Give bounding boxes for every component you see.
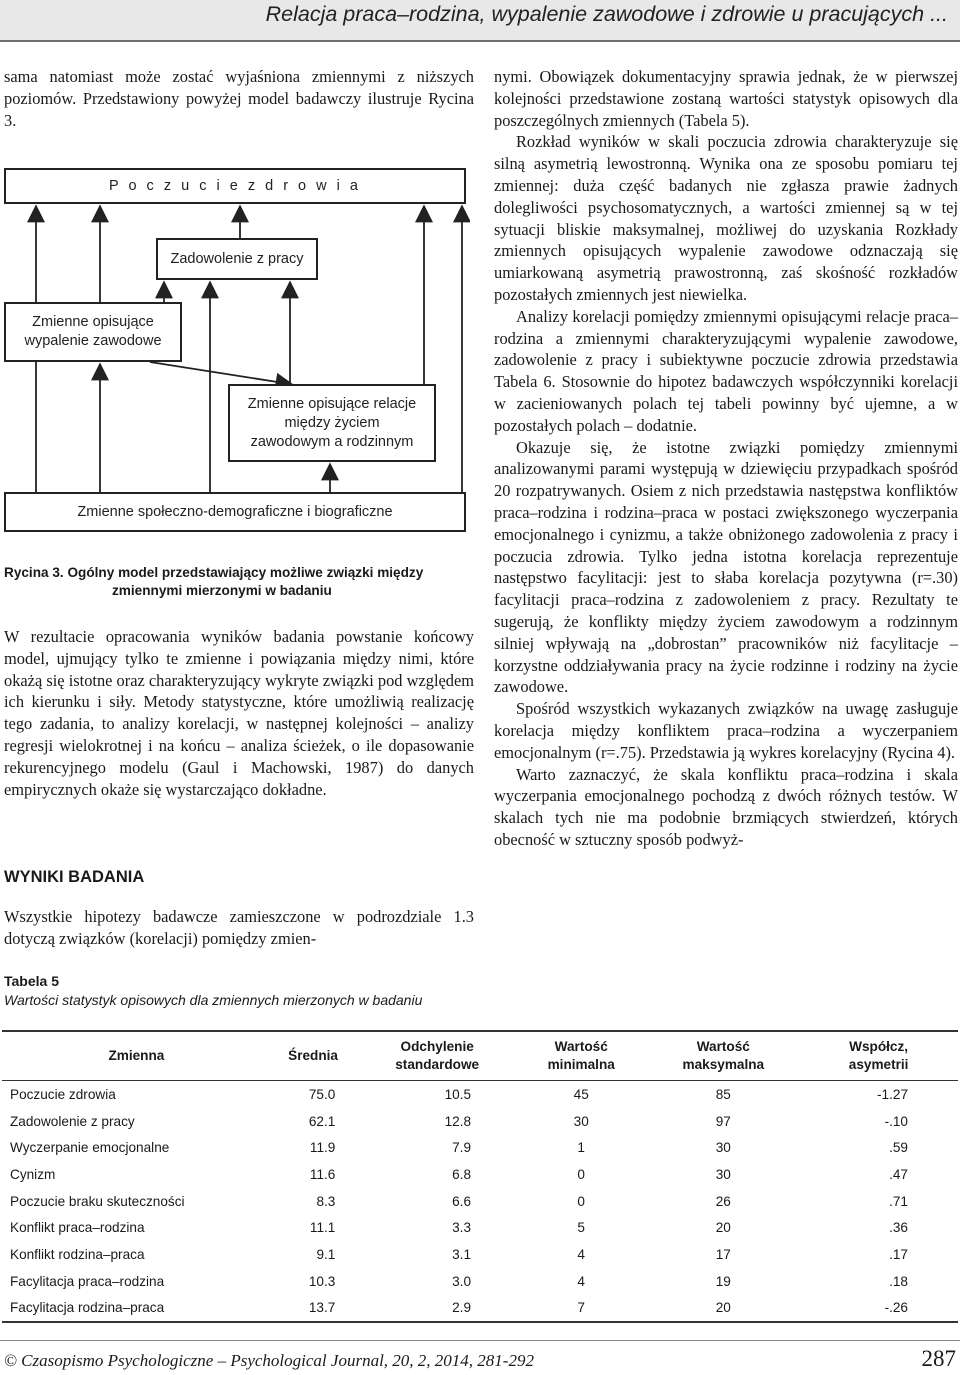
paragraph: sama natomiast może zostać wyjaśniona zmiennymi z niższych poziomów. Przedstawiony powyżej model badawczy ilustruje Rycina 3. xyxy=(4,67,474,130)
table-row xyxy=(2,1268,958,1295)
section-heading: WYNIKI BADANIA xyxy=(4,868,145,886)
cell-skew: .71 xyxy=(889,1193,908,1209)
arrow-burnout-to-relations xyxy=(150,362,290,384)
box-job-satisfaction: Zadowolenie z pracy xyxy=(156,238,318,280)
cell-sd: 2.9 xyxy=(452,1300,472,1316)
table-row xyxy=(2,1108,958,1135)
left-column-top-text xyxy=(4,66,474,131)
box-relations-line: zawodowym a rodzinnym xyxy=(250,433,414,450)
cell-mean: 75.0 xyxy=(308,1086,336,1102)
cell-max: 97 xyxy=(715,1113,731,1129)
cell-min: 4 xyxy=(577,1246,585,1262)
left-column-results-text xyxy=(4,906,474,950)
cell-mean: 11.1 xyxy=(309,1220,336,1236)
cell-sd: 7.9 xyxy=(452,1140,472,1156)
cell-min: 4 xyxy=(577,1273,585,1289)
header-min xyxy=(515,1031,647,1081)
cell-skew: .18 xyxy=(889,1273,908,1289)
cell-skew: -.26 xyxy=(884,1300,908,1316)
cell-max: 17 xyxy=(715,1246,731,1262)
cell-mean: 10.3 xyxy=(308,1273,336,1289)
table-subtitle: Wartości statystyk opisowych dla zmiennych mierzonych w badaniu xyxy=(4,992,423,1008)
cell-sd: 12.8 xyxy=(444,1113,472,1129)
paragraph: Rozkład wyników w skali poczucia zdrowia charakteryzuje się silną asymetrią lewostronną. Wynika ona ze sposobu pomiaru tej zmiennej: duża część badanych nie zgłasza prawie żadnych dolegliwości psychosomatycznych, a wartości zmiennej są w tej sytuacji bliskie maksymalnej, możliwej do uzyskania Rozkłady zmiennych opisujących wypalenie zawodowe odznaczają się umiarkowaną asymetrią prawostronną, zaś skośność rozkładów pozostałych zmiennych jest niewielka. xyxy=(494,132,958,304)
cell-max: 26 xyxy=(715,1193,731,1209)
paragraph: Wszystkie hipotezy badawcze zamieszczone w podrozdziale 1.3 dotyczą związków (korelacji) pomiędzy zmien- xyxy=(4,907,474,948)
paragraph: Spośród wszystkich wykazanych związków na uwagę zasługuje korelacja między konfliktem praca–rodzina a wyczerpaniem emocjonalnym (r=.75). Przedstawia ją wykres korelacyjny (Rycina 4). xyxy=(494,699,958,762)
header-min-line: Wartość xyxy=(554,1039,608,1054)
header-skew-line: asymetrii xyxy=(848,1057,909,1072)
cell-variable: Konflikt rodzina–praca xyxy=(10,1246,145,1262)
cell-sd: 3.3 xyxy=(452,1220,472,1236)
cell-variable: Wyczerpanie emocjonalne xyxy=(10,1140,170,1156)
cell-mean: 11.6 xyxy=(309,1166,336,1182)
box-relations-line: Zmienne opisujące relacje xyxy=(247,395,417,412)
cell-skew: -1.27 xyxy=(877,1086,908,1102)
table-row xyxy=(2,1295,958,1323)
table-title: Tabela 5 xyxy=(4,973,59,989)
cell-skew: .36 xyxy=(889,1220,908,1236)
box-demographic-variables: Zmienne społeczno-demograficzne i biograficzne xyxy=(4,492,466,532)
box-work-family-variables xyxy=(228,384,436,462)
cell-mean: 9.1 xyxy=(316,1246,336,1262)
table-row xyxy=(2,1161,958,1188)
paragraph: Warto zaznaczyć, że skala konfliktu praca–rodzina i skala wyczerpania emocjonalnego pochodzą z dwóch różnych testów. W skalach tych nie ma podobnie brzmiących stwierdzeń, których obecność w sztuczny sposób podwyż- xyxy=(494,764,958,849)
box-burnout-variables xyxy=(4,302,182,362)
header-sd xyxy=(359,1031,515,1081)
descriptive-statistics-table xyxy=(2,1030,958,1323)
cell-variable: Konflikt praca–rodzina xyxy=(10,1220,145,1236)
header-skew-line: Współcz, xyxy=(849,1039,909,1054)
cell-max: 20 xyxy=(715,1300,731,1316)
paragraph: nymi. Obowiązek dokumentacyjny sprawia jednak, że w pierwszej kolejności przedstawione zostaną wartości statystyk opisowych dla poszczególnych zmiennych (Tabela 5). xyxy=(494,67,958,130)
cell-min: 7 xyxy=(577,1300,585,1316)
cell-min: 5 xyxy=(577,1220,585,1236)
cell-max: 30 xyxy=(715,1140,731,1156)
cell-skew: -.10 xyxy=(884,1113,908,1129)
page-number: 287 xyxy=(921,1346,956,1371)
cell-max: 19 xyxy=(715,1273,731,1289)
table-row xyxy=(2,1081,958,1108)
caption-line: Rycina 3. Ogólny model przedstawiający możliwe związki między xyxy=(4,565,424,580)
cell-mean: 11.9 xyxy=(309,1140,336,1156)
box-health: P o c z u c i e z d r o w i a xyxy=(4,168,466,204)
paragraph: Analizy korelacji pomiędzy zmiennymi opisującymi relacje praca–rodzina a zmiennymi charakteryzującymi wypalenie zawodowe, zadowolenie z pracy i subiektywne poczucie zdrowia przedstawia Tabela 6. Stosownie do hipotez badawczych współczynniki korelacji w zacieniowanych polach tej tabeli powinny być ujemne, a w pozostałych polach – dodatnie. xyxy=(494,306,958,435)
cell-sd: 3.1 xyxy=(452,1246,472,1262)
cell-sd: 10.5 xyxy=(444,1086,472,1102)
cell-min: 30 xyxy=(573,1113,589,1129)
box-burnout-line: Zmienne opisujące xyxy=(32,314,154,330)
header-sd-line: standardowe xyxy=(395,1057,480,1072)
running-header xyxy=(0,0,960,42)
caption-line: zmiennymi mierzonymi w badaniu xyxy=(112,583,332,598)
cell-skew: .47 xyxy=(889,1166,908,1182)
figure-caption xyxy=(4,564,470,600)
header-variable: Zmienna xyxy=(108,1048,165,1063)
cell-max: 85 xyxy=(715,1086,731,1102)
cell-mean: 13.7 xyxy=(308,1300,336,1316)
cell-variable: Facylitacja praca–rodzina xyxy=(10,1273,165,1289)
table-row xyxy=(2,1214,958,1241)
header-sd-line: Odchylenie xyxy=(400,1039,474,1054)
running-title: Relacja praca–rodzina, wypalenie zawodowe i zdrowie u pracujących ... xyxy=(265,2,948,26)
footer-divider xyxy=(0,1340,960,1341)
table-row xyxy=(2,1188,958,1215)
cell-variable: Poczucie braku skuteczności xyxy=(10,1193,185,1209)
cell-mean: 62.1 xyxy=(308,1113,336,1129)
cell-sd: 3.0 xyxy=(452,1273,472,1289)
header-max xyxy=(647,1031,799,1081)
header-mean: Średnia xyxy=(288,1048,338,1063)
cell-sd: 6.8 xyxy=(452,1166,472,1182)
cell-min: 45 xyxy=(573,1086,589,1102)
cell-max: 20 xyxy=(715,1220,731,1236)
cell-variable: Cynizm xyxy=(10,1166,56,1182)
cell-sd: 6.6 xyxy=(452,1193,472,1209)
header-skewness xyxy=(799,1031,958,1081)
box-burnout-line: wypalenie zawodowe xyxy=(24,333,162,349)
cell-min: 0 xyxy=(577,1193,585,1209)
cell-skew: .59 xyxy=(889,1140,908,1156)
cell-skew: .17 xyxy=(889,1246,908,1262)
table-row xyxy=(2,1241,958,1268)
header-min-line: minimalna xyxy=(547,1057,615,1072)
table-header-row xyxy=(2,1031,958,1081)
box-relations-line: między życiem xyxy=(284,414,380,431)
footer-journal-citation: © Czasopismo Psychologiczne – Psychological Journal, 20, 2, 2014, 281-292 xyxy=(4,1351,534,1370)
cell-variable: Zadowolenie z pracy xyxy=(10,1113,135,1129)
header-max-line: maksymalna xyxy=(682,1057,765,1072)
paragraph: W rezultacie opracowania wyników badania powstanie końcowy model, ujmujący tylko te zmienne i powiązania między nimi, które okażą się istotne oraz charakteryzujący wykryte związki pod względem ich kierunku i siły. Metody statystyczne, które umożliwią realizację tego zadania, to analizy korelacji, w następnej kolejności – analizy regresji wielokrotnej i na końcu – analiza ścieżek, o ile dopasowanie rekurencyjnego modelu (Gaul i Machowski, 1987) do danych empirycznych okaże się wystarczająco dokładne. xyxy=(4,627,474,799)
cell-max: 30 xyxy=(715,1166,731,1182)
cell-variable: Facylitacja rodzina–praca xyxy=(10,1300,165,1316)
cell-min: 0 xyxy=(577,1166,585,1182)
header-max-line: Wartość xyxy=(696,1039,750,1054)
cell-min: 1 xyxy=(577,1140,585,1156)
table-row xyxy=(2,1134,958,1161)
right-column-text xyxy=(494,66,958,851)
cell-mean: 8.3 xyxy=(316,1193,336,1209)
paragraph: Okazuje się, że istotne związki pomiędzy zmiennymi analizowanymi parami występują w dziewięciu przypadkach spośród 20 rozpatrywanych. Osiem z nich przedstawia następstwa konfliktów praca–rodzina i rodzina–praca w postaci zwiększonego wyczerpania emocjonalnego i cynizmu, a także obniżonego zadowolenia z pracy i poczucia zdrowia. Tylko jedna istotna korelacja reprezentuje następstwo facylitacji: jest to słaba korelacja pozytywna (r=.30) facylitacji praca–rodzina z zadowoleniem z pracy. Rezultaty te sugerują, że konflikty między życiem zawodowym a rodzinnym silniej wpływają na „dobrostan” pracowników niż facylitacje – korzystne oddziaływania pracy na życie rodzinne i rodziny na życie zawodowe. xyxy=(494,437,958,697)
table-caption xyxy=(4,972,422,1010)
left-column-text xyxy=(4,626,474,800)
cell-variable: Poczucie zdrowia xyxy=(10,1086,116,1102)
